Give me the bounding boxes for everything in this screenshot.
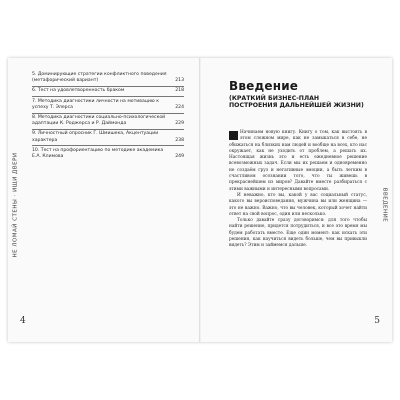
toc-item-text: 5. Доминирующие стратегии конфликтного поведения (метафорический вариант) [32, 72, 167, 84]
page-number-left: 4 [20, 316, 26, 326]
left-page [8, 58, 200, 342]
toc-item-text: 10. Тест на профориентацию по методике академика Е.А. Климова [32, 147, 164, 160]
toc-item-text: 7. Методика диагностики личности на мотивацию к успеху Т. Элерса [32, 98, 159, 110]
toc-item-page: 213 [175, 78, 184, 84]
toc-divider [32, 129, 184, 130]
toc-item-page: 229 [175, 121, 184, 127]
toc-item [32, 99, 184, 111]
toc-item [32, 115, 184, 127]
toc-divider [32, 113, 184, 114]
toc-item-page: 238 [175, 137, 184, 143]
left-running-head: НЕ ЛОМАЙ СТЕНЫ · ИЩИ ДВЕРИ [13, 152, 20, 258]
toc-divider [32, 145, 184, 146]
book-spread [8, 58, 392, 342]
right-page [201, 58, 392, 342]
toc-item-text: 9. Личностный опросник Г. Шмишека, Акцентуации характера [32, 131, 159, 143]
toc-item-page: 218 [175, 88, 184, 94]
chapter-body [229, 130, 367, 250]
right-running-head: ВВЕДЕНИЕ [381, 187, 387, 223]
page-number-right: 5 [374, 316, 380, 326]
toc-item [32, 148, 184, 160]
chapter-title: Введение [229, 79, 299, 93]
toc-divider [32, 86, 184, 87]
table-of-contents [32, 72, 184, 160]
toc-divider [32, 96, 184, 97]
toc-item-page: 224 [175, 104, 184, 110]
toc-item-page: 249 [175, 154, 184, 160]
body-paragraph: Начинаем новую книгу. Книгу о том, как выстоять в этом сложном мире, как не замыкаться в себе, не обижаться на близких нам людей и вообще на всех, кто нас окружает, как не уходить от проблем, а решать их. Настоящая жизнь это и есть ежедневное решение всевозможных задач. Если мы их решаем и одновременно не создаём груз и негативные эмоции, а быть легким в счастливом осознании того, что ты живешь в прекраснейшем из миров? Давайте вместе разбираться с этими важными и интересными вопросами. [229, 130, 367, 192]
body-paragraph: Только давайте сразу договоримся: для того чтобы найти решение, придется потрудиться, и все это время мы будем работать вместе. Еще один момент: как искать эти решения, как научиться видеть больше, чем вы привыкли видеть? Этим и займемся дальше. [229, 218, 367, 249]
toc-item-text: 8. Методика диагностики социально-психологической адаптации К. Роджерса и Р. Даймонда [32, 115, 166, 127]
toc-item [32, 88, 184, 94]
toc-item [32, 131, 184, 143]
body-paragraph: И неважно, кто вы, какой у вас социальный статус, какого вы вероисповедания, мужчина вы или женщина — это не важно. Важно, что вы человек, который хочет найти ответ на свой вопрос, один или несколько. [229, 192, 367, 217]
chapter-subtitle: (КРАТКИЙ БИЗНЕС-ПЛАН ПОСТРОЕНИЯ ДАЛЬНЕЙШЕЙ ЖИЗНИ) [229, 95, 364, 110]
toc-item [32, 72, 184, 84]
drop-cap-mark [229, 131, 238, 140]
toc-item-text: 6. Тест на удовлетворенность браком [32, 88, 125, 94]
